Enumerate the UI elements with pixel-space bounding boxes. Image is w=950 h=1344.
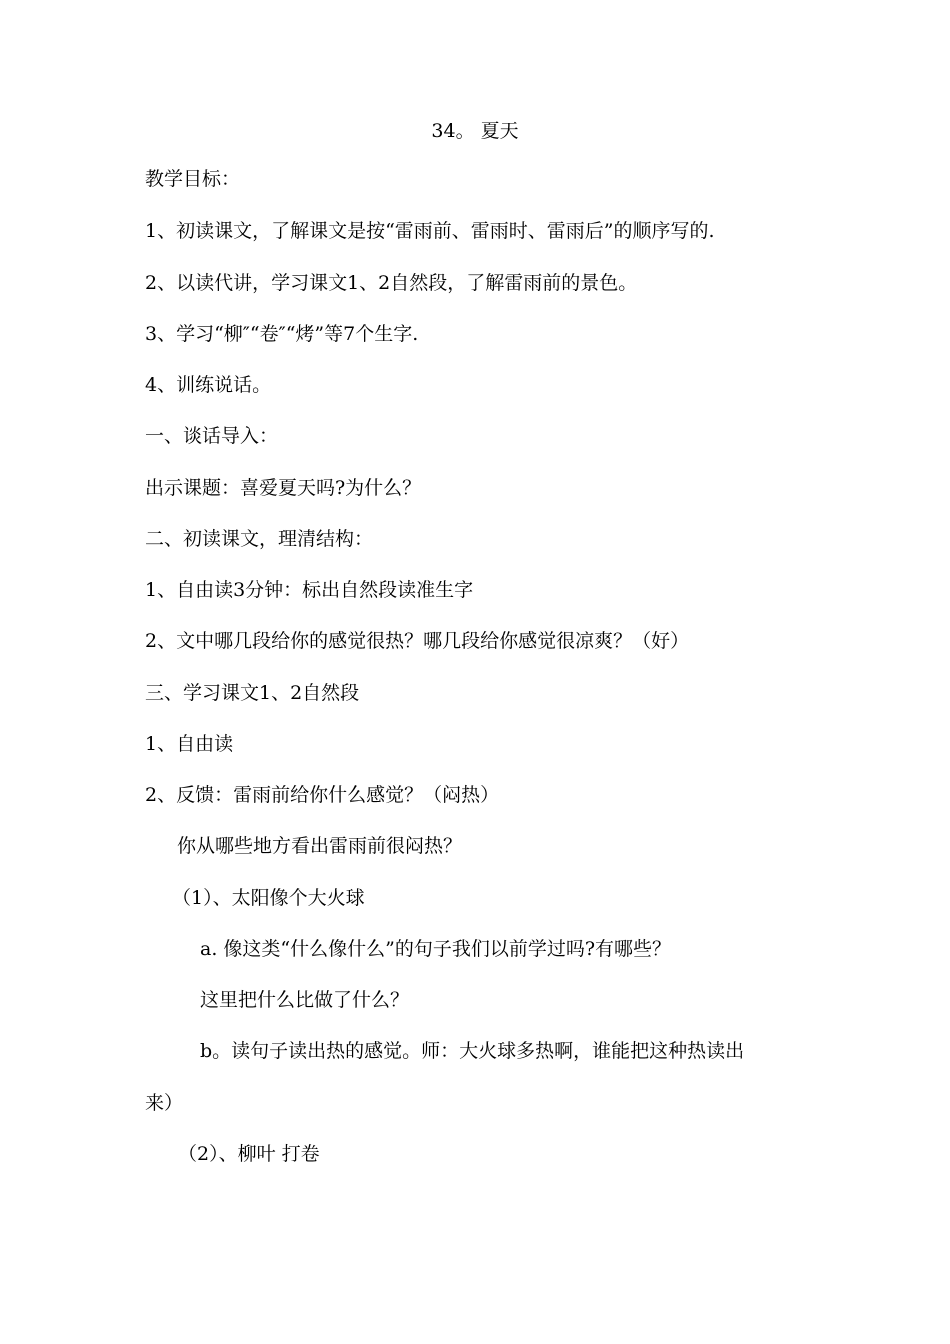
text-line: 1、初读课文，了解课文是按“雷雨前、雷雨时、雷雨后”的顺序写的. — [145, 220, 715, 242]
text-line: a. 像这类“什么像什么”的句子我们以前学过吗?有哪些？ — [200, 938, 672, 960]
text-line: 三、学习课文1、2自然段 — [145, 682, 360, 704]
text-line: 4、训练说话。 — [145, 374, 272, 396]
text-line: 1、自由读3分钟：标出自然段读准生字 — [145, 579, 474, 601]
page-title: 34。 夏天 — [431, 120, 519, 142]
text-line: 3、学习“柳″“卷″“烤”等7个生字. — [145, 323, 419, 345]
text-line: 1、自由读 — [145, 733, 234, 755]
text-line: 2、文中哪几段给你的感觉很热？哪几段给你感觉很凉爽？（好） — [145, 630, 690, 652]
text-line: 教学目标： — [145, 168, 241, 190]
text-line: 出示课题：喜爱夏天吗?为什么？ — [145, 477, 422, 499]
text-line: 二、初读课文，理清结构： — [145, 528, 374, 550]
text-line: （1）、太阳像个大火球 — [172, 887, 365, 909]
text-line: 一、谈话导入： — [145, 425, 279, 447]
text-line: （2）、柳叶 打卷 — [178, 1143, 320, 1165]
text-line: 来） — [145, 1092, 184, 1114]
text-line: b。读句子读出热的感觉。师：大火球多热啊，谁能把这种热读出 — [200, 1040, 745, 1062]
text-line: 2、反馈：雷雨前给你什么感觉？（闷热） — [145, 784, 500, 806]
text-line: 2、以读代讲，学习课文1、2自然段，了解雷雨前的景色。 — [145, 272, 638, 294]
text-line: 你从哪些地方看出雷雨前很闷热？ — [177, 835, 463, 857]
text-line: 这里把什么比做了什么？ — [200, 989, 410, 1011]
